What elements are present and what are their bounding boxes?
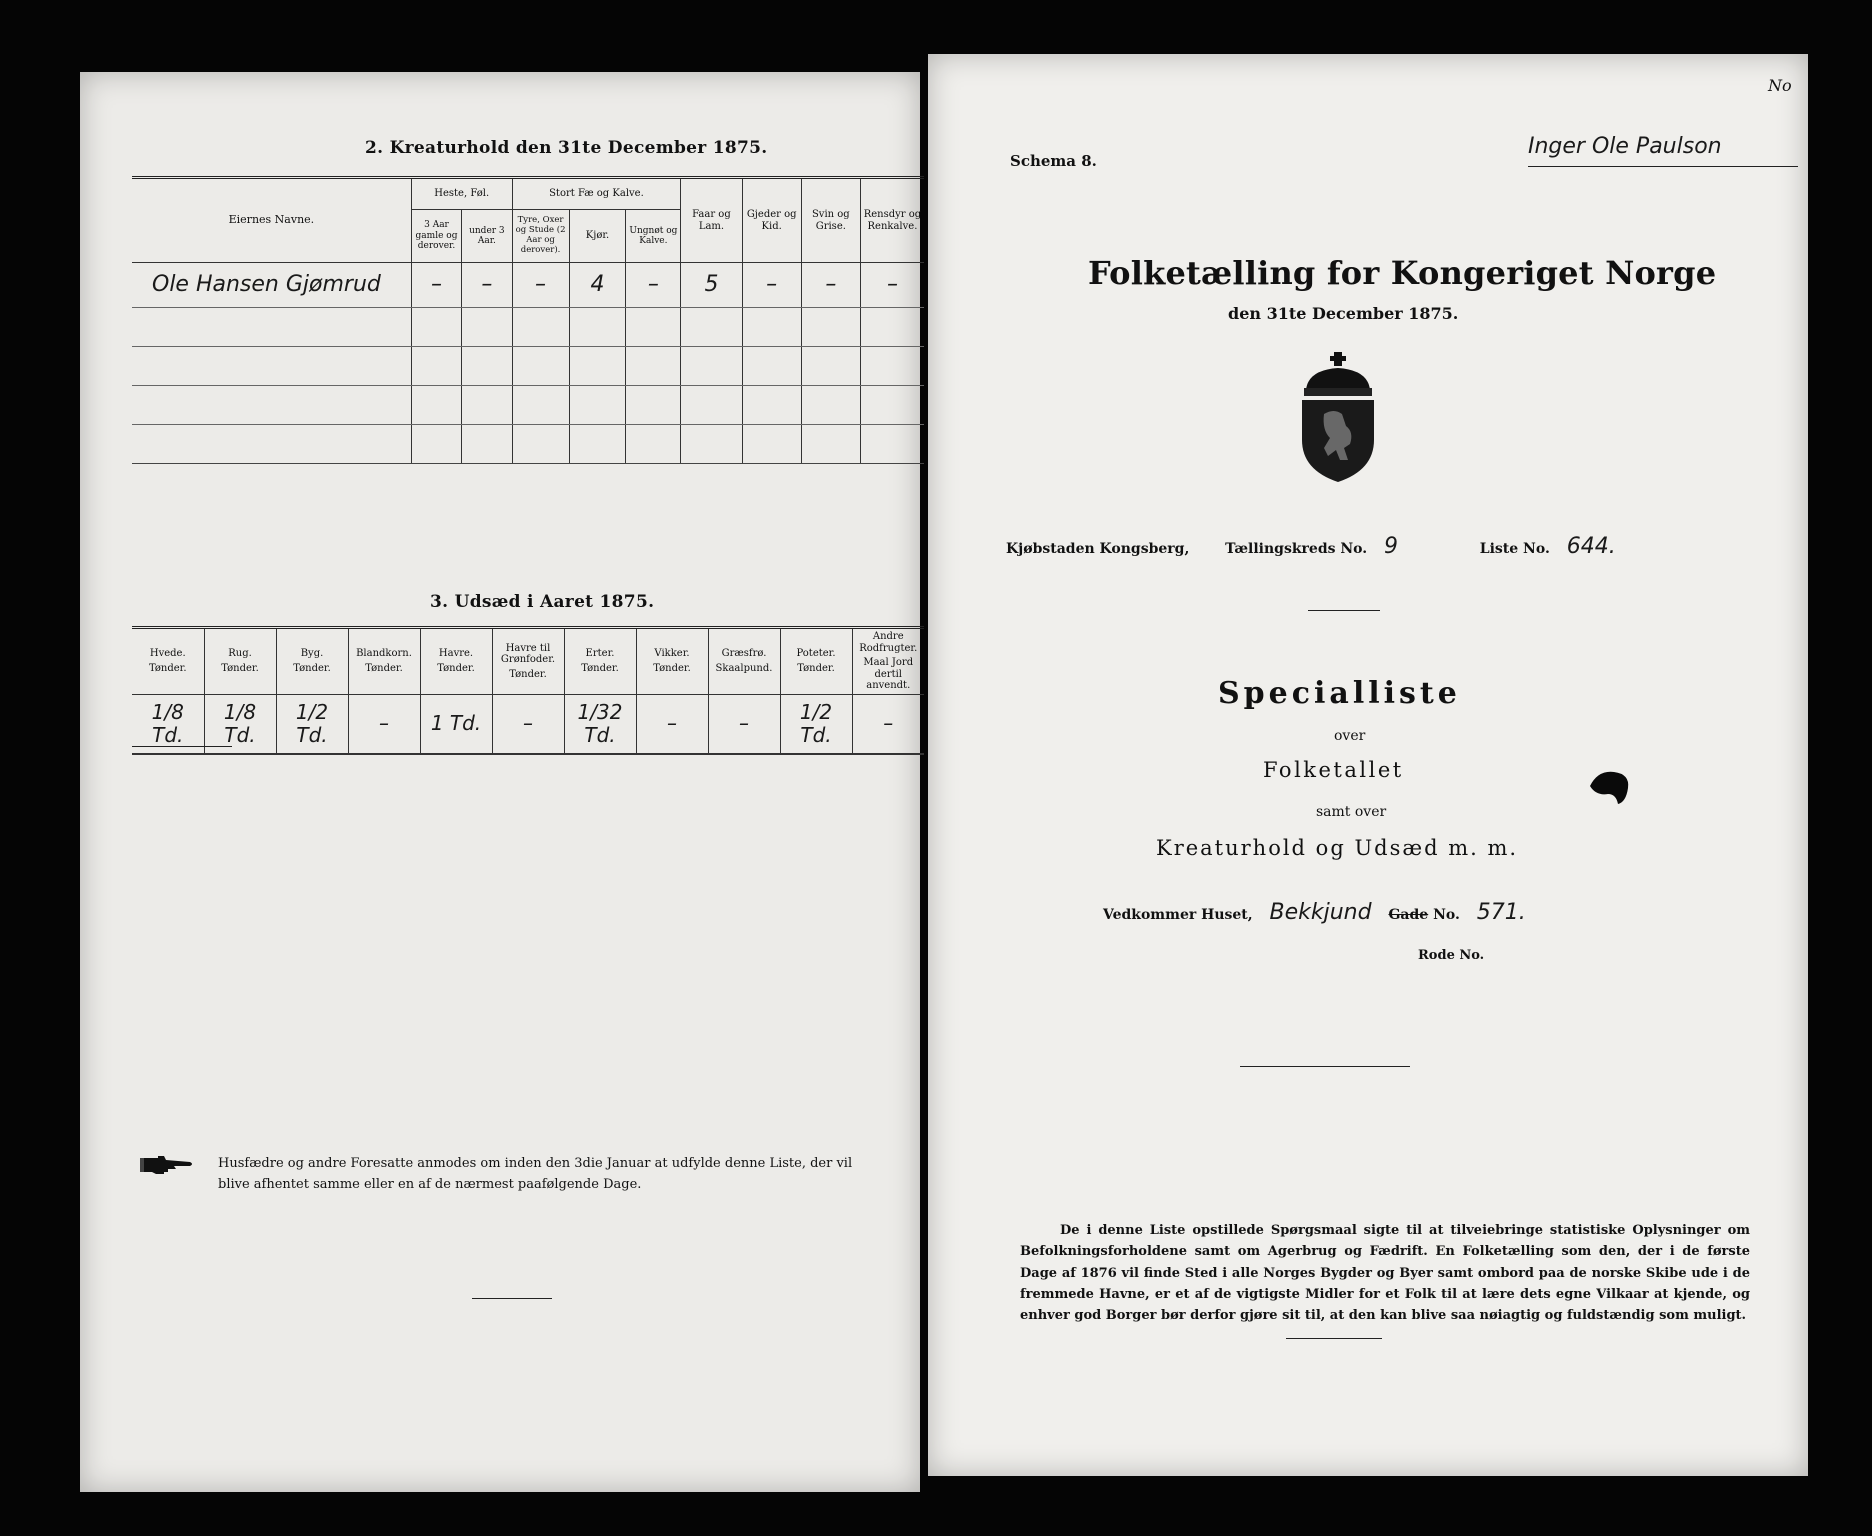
faar-value: 5 <box>681 263 742 308</box>
left-page <box>80 72 920 1492</box>
header-handwritten-name: Inger Ole Paulson <box>1528 134 1722 159</box>
heste-3-over-value: – <box>411 263 461 308</box>
udsaed-column-unit: Tønder. <box>148 662 187 674</box>
udsaed-value: – <box>492 694 564 754</box>
udsaed-column-unit: Maal Jord dertil anvendt. <box>863 657 914 691</box>
heste-3-over-header: 3 Aar gamle og derover. <box>411 210 461 263</box>
ungnot-value: – <box>626 263 681 308</box>
heste-under-3-value: – <box>462 263 512 308</box>
table-row <box>132 694 924 754</box>
svin-header: Svin og Grise. <box>801 178 860 263</box>
udsaed-column-name: Byg. <box>300 648 324 660</box>
udsaed-column-name: Vikker. <box>654 648 690 660</box>
tyre-header: Tyre, Oxer og Stude (2 Aar og derover). <box>512 210 569 263</box>
udsaed-value: 1/2 Td. <box>780 694 852 754</box>
vedkommer-value: Bekkjund <box>1269 900 1372 925</box>
gade-label: Gade <box>1388 907 1429 923</box>
udsaed-value: 1/32 Td. <box>564 694 636 754</box>
gade-no-value: 571. <box>1476 900 1526 925</box>
info-text <box>1020 1220 1750 1327</box>
udsaed-header <box>852 628 924 695</box>
samt-over-text: samt over <box>1316 804 1387 820</box>
udsaed-value: 1/8 Td. <box>132 694 204 754</box>
udsaed-title: 3. Udsæd i Aaret 1875. <box>430 592 655 612</box>
divider <box>1286 1338 1382 1339</box>
divider <box>472 1298 552 1299</box>
udsaed-header <box>276 628 348 695</box>
kjor-header: Kjør. <box>569 210 626 263</box>
vedkommer-label: Vedkommer Huset, <box>1103 907 1253 923</box>
specialliste-title: Specialliste <box>1218 676 1461 711</box>
udsaed-column-unit: Tønder. <box>437 662 475 674</box>
udsaed-column-name: Rug. <box>228 648 252 660</box>
notice-text: Husfædre og andre Foresatte anmodes om inden den 3die Januar at udfylde denne Liste, der vil blive afhentet samme eller en af de nærmest paafølgende Dage. <box>218 1156 853 1192</box>
table-row <box>132 425 924 464</box>
udsaed-column-unit: Tønder. <box>293 662 331 674</box>
table-row <box>132 386 924 425</box>
notice <box>138 1154 858 1196</box>
kjor-value: 4 <box>569 263 626 308</box>
udsaed-column-name: Andre Rodfrugter. <box>859 631 918 654</box>
udsaed-value: 1 Td. <box>420 694 492 754</box>
udsaed-column-name: Havre. <box>438 648 474 660</box>
udsaed-column-unit: Tønder. <box>509 668 547 680</box>
liste-label: Liste No. <box>1479 541 1550 557</box>
gjeder-header: Gjeder og Kid. <box>742 178 801 263</box>
kreaturhold-title: 2. Kreaturhold den 31te December 1875. <box>365 138 768 158</box>
rensdyr-value: – <box>860 263 924 308</box>
kreds-value: 9 <box>1384 534 1399 559</box>
divider <box>132 746 232 747</box>
udsaed-value: 1/8 Td. <box>204 694 276 754</box>
kreaturhold-table <box>132 176 924 464</box>
ink-blot <box>1588 768 1632 806</box>
udsaed-column-name: Græsfrø. <box>721 648 767 660</box>
udsaed-value: – <box>348 694 420 754</box>
udsaed-value: 1/2 Td. <box>276 694 348 754</box>
udsaed-value: – <box>636 694 708 754</box>
udsaed-value: – <box>708 694 780 754</box>
kreds-label: Tællingskreds No. <box>1225 541 1368 557</box>
liste-value: 644. <box>1566 534 1616 559</box>
pointing-hand-icon <box>138 1154 194 1176</box>
udsaed-column-unit: Tønder. <box>581 662 619 674</box>
rode-label: Rode No. <box>1418 948 1485 963</box>
divider <box>1240 1066 1410 1067</box>
udsaed-column-unit: Skaalpund. <box>715 662 773 674</box>
tyre-value: – <box>512 263 569 308</box>
vedkommer-line <box>1103 900 1538 925</box>
folketallet-title: Folketallet <box>1263 758 1404 782</box>
udsaed-column-unit: Tønder. <box>797 662 835 674</box>
table-row <box>132 308 924 347</box>
divider <box>1308 610 1380 611</box>
right-page <box>928 54 1808 1476</box>
gjeder-value: – <box>742 263 801 308</box>
udsaed-column-unit: Tønder. <box>653 662 691 674</box>
udsaed-header <box>492 628 564 695</box>
udsaed-table <box>132 626 924 755</box>
main-date: den 31te December 1875. <box>1228 304 1459 323</box>
udsaed-value: – <box>852 694 924 754</box>
location-line <box>1006 534 1628 559</box>
faar-header: Faar og Lam. <box>681 178 742 263</box>
kreaturhold-subtitle: Kreaturhold og Udsæd m. m. <box>1156 836 1519 860</box>
udsaed-header <box>564 628 636 695</box>
owner-name: Ole Hansen Gjømrud <box>132 263 411 308</box>
schema-label: Schema 8. <box>1010 152 1097 170</box>
over-text: over <box>1334 728 1366 744</box>
table-row <box>132 347 924 386</box>
udsaed-column-name: Havre til Grønfoder. <box>500 642 556 665</box>
udsaed-column-name: Hvede. <box>149 648 186 660</box>
table-row <box>132 263 924 308</box>
owner-header: Eiernes Navne. <box>132 178 411 263</box>
heste-under-3-header: under 3 Aar. <box>462 210 512 263</box>
svin-value: – <box>801 263 860 308</box>
coat-of-arms-icon <box>1288 352 1388 484</box>
udsaed-column-name: Poteter. <box>796 648 836 660</box>
header-line <box>1528 166 1798 167</box>
rensdyr-header: Rensdyr og Renkalve. <box>860 178 924 263</box>
info-paragraph: De i denne Liste opstillede Spørgsmaal sigte til at tilveiebringe statistiske Oplysninger om Befolkningsforholdene samt om Agerbrug og Fædrift. En Folketælling som den, der i de første Dage af 1876 vil finde Sted i alle Norges Bygder og Byer samt ombord paa de norske Skibe ude i de fremmede Havne, er et af de vigtigste Midler for et Folk til at lære dets egne Vilkaar at kjende, og enhver god Borger bør derfor gjøre sit til, at den kan blive saa nøiagtig og fuldstændig som muligt. <box>1020 1223 1750 1324</box>
udsaed-header <box>420 628 492 695</box>
udsaed-header <box>708 628 780 695</box>
udsaed-header <box>132 628 204 695</box>
udsaed-column-name: Erter. <box>585 648 615 660</box>
top-number-label: No <box>1768 76 1792 95</box>
udsaed-column-unit: Tønder. <box>221 662 259 674</box>
stort-fae-group-header: Stort Fæ og Kalve. <box>512 178 681 210</box>
ungnot-header: Ungnøt og Kalve. <box>626 210 681 263</box>
kjobstad-label: Kjøbstaden Kongsberg, <box>1006 541 1190 557</box>
udsaed-header <box>780 628 852 695</box>
udsaed-column-name: Blandkorn. <box>356 648 412 660</box>
udsaed-column-unit: Tønder. <box>365 662 403 674</box>
udsaed-header <box>204 628 276 695</box>
main-title: Folketælling for Kongeriget Norge <box>1088 254 1717 292</box>
udsaed-header <box>348 628 420 695</box>
gade-no-label: No. <box>1433 907 1460 923</box>
udsaed-header <box>636 628 708 695</box>
heste-group-header: Heste, Føl. <box>411 178 512 210</box>
